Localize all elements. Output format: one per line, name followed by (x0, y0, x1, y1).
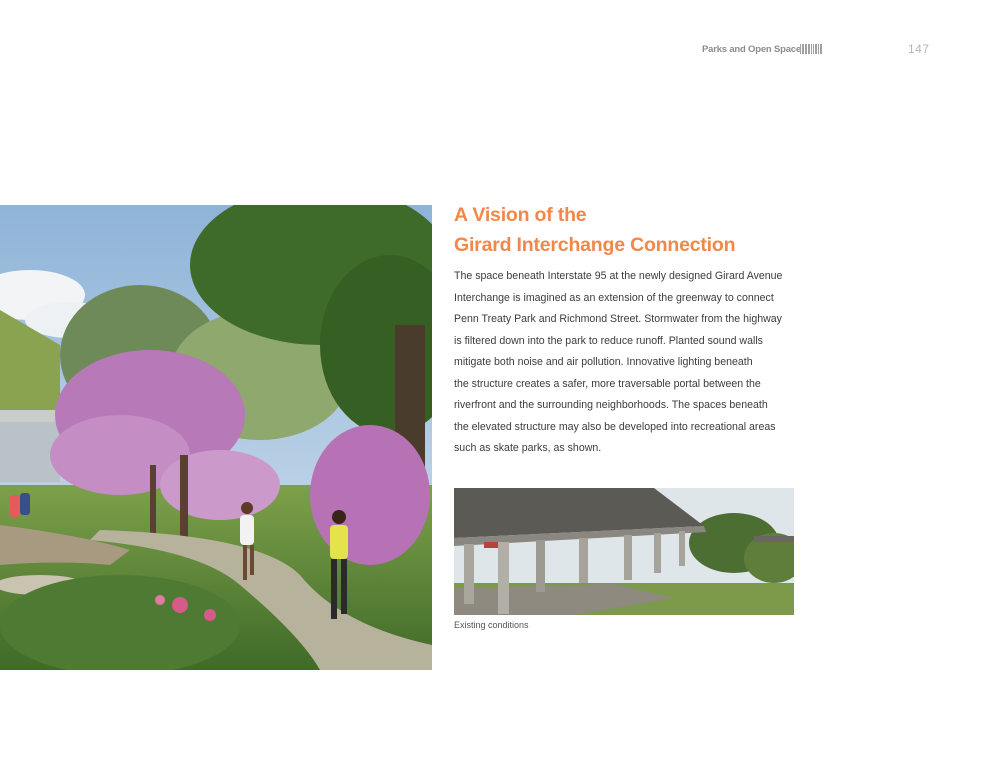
photo-caption: Existing conditions (454, 620, 529, 630)
body-line: is filtered down into the park to reduce runoff. Planted sound walls (454, 334, 763, 347)
article-headline (454, 200, 814, 260)
greenway-rendering-image (0, 205, 432, 670)
body-line: mitigate both noise and air pollution. Innovative lighting beneath (454, 356, 753, 368)
body-line: Interchange is imagined as an extension of the greenway to connect (454, 291, 774, 304)
body-line: such as skate parks, as shown. (454, 442, 602, 454)
existing-conditions-photo (454, 488, 794, 615)
barcode-decoration (800, 44, 822, 54)
section-title: Parks and Open Space (702, 44, 801, 55)
article-body (454, 266, 800, 460)
body-line: riverfront and the surrounding neighborhoods. The spaces beneath (454, 399, 768, 411)
body-line: the elevated structure may also be developed into recreational areas (454, 420, 776, 433)
body-line: The space beneath Interstate 95 at the newly designed Girard Avenue (454, 270, 783, 282)
page-number: 147 (908, 42, 930, 56)
headline-line-1: A Vision of the (454, 204, 587, 226)
body-line: the structure creates a safer, more traversable portal between the (454, 377, 761, 390)
body-line: Penn Treaty Park and Richmond Street. Stormwater from the highway (454, 313, 782, 325)
headline-line-2: Girard Interchange Connection (454, 234, 736, 256)
